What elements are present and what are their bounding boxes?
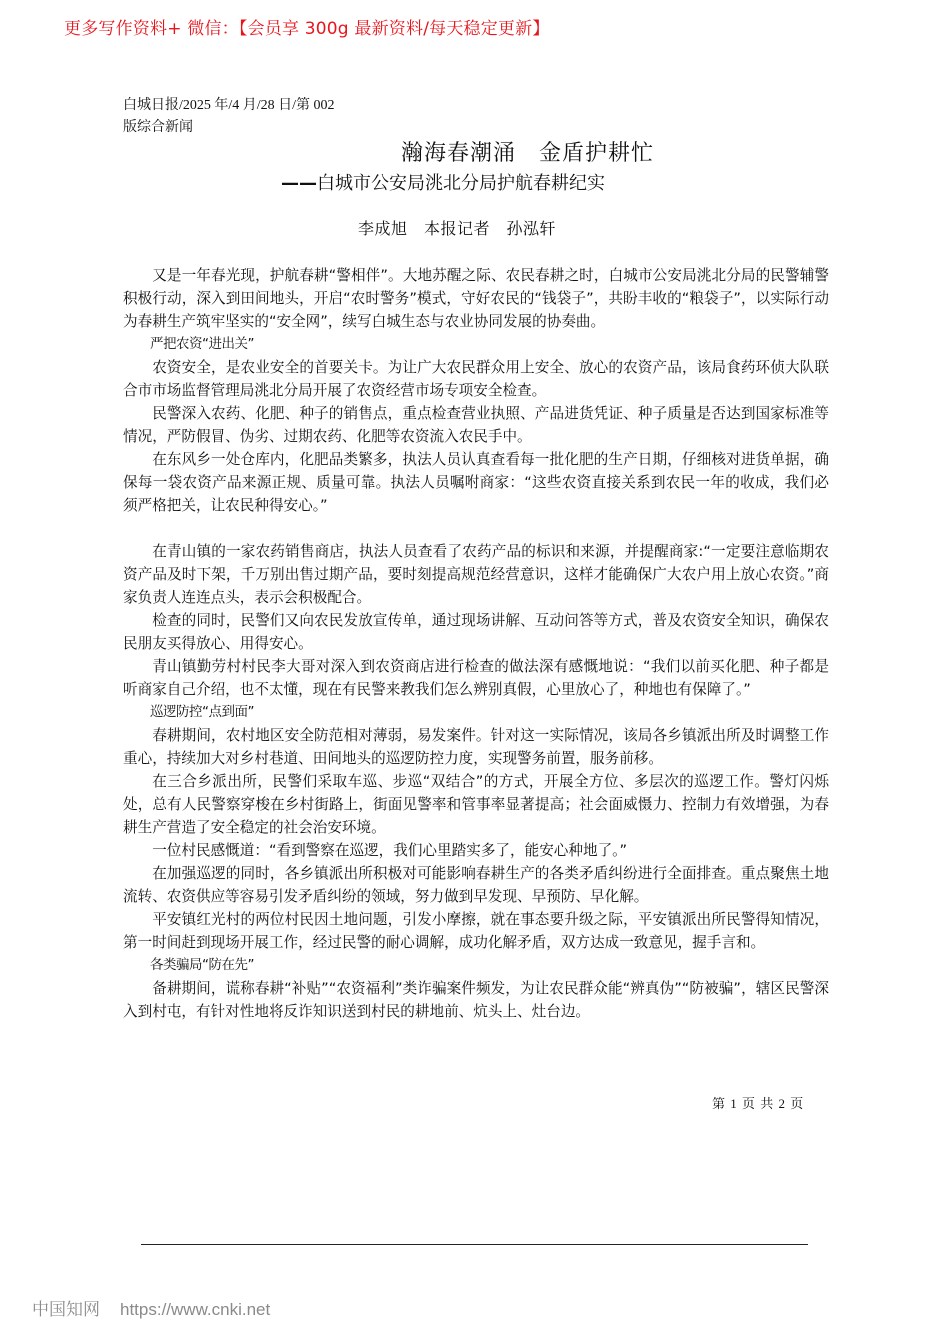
- footer-divider: [141, 1244, 808, 1245]
- section-heading: 严把农资“进出关”: [150, 336, 254, 352]
- section-heading: 巡逻防控“点到面”: [150, 704, 254, 720]
- section-heading: 各类骗局“防在先”: [150, 957, 254, 973]
- body-paragraph: 农资安全，是农业安全的首要关卡。为让广大农民群众用上安全、放心的农资产品，该局食药环侦大队联合市市场监督管理局洮北分局开展了农资经营市场专项安全检查。: [123, 359, 829, 399]
- article-subtitle: [281, 170, 605, 198]
- page-number: 第 1 页 共 2 页: [712, 1096, 805, 1111]
- body-paragraph: 平安镇红光村的两位村民因土地问题，引发小摩擦，就在事态要升级之际，平安镇派出所民警得知情况，第一时间赶到现场开展工作，经过民警的耐心调解，成功化解矛盾，双方达成一致意见，握手言和。: [123, 911, 829, 951]
- body-paragraph: 民警深入农药、化肥、种子的销售点，重点检查营业执照、产品进货凭证、种子质量是否达到国家标准等情况，严防假冒、伪劣、过期农药、化肥等农资流入农民手中。: [123, 405, 829, 445]
- subtitle-text: 白城市公安局洮北分局护航春耕纪实: [317, 173, 605, 194]
- footer-url[interactable]: https://www.cnki.net: [120, 1300, 271, 1319]
- body-paragraph: 在东风乡一处仓库内，化肥品类繁多，执法人员认真查看每一批化肥的生产日期，仔细核对进货单据，确保每一袋农资产品来源正规、质量可靠。执法人员嘱咐商家：“这些农资直接关系到农民一年的收成，我们必须严格把关，让农民种得安心。”: [123, 451, 829, 514]
- footer-watermark: [32, 1295, 270, 1320]
- body-paragraph: 在加强巡逻的同时，各乡镇派出所积极对可能影响春耕生产的各类矛盾纠纷进行全面排查。重点聚焦土地流转、农资供应等容易引发矛盾纠纷的领域，努力做到早发现、早预防、早化解。: [123, 865, 829, 905]
- body-paragraph: 备耕期间，谎称春耕“补贴”“农资福利”类诈骗案件频发，为让农民群众能“辨真伪”“防被骗”，辖区民警深入到村屯，有针对性地将反诈知识送到村民的耕地前、炕头上、灶台边。: [123, 980, 829, 1020]
- body-paragraph: 又是一年春光现，护航春耕“警相伴”。大地苏醒之际、农民春耕之时，白城市公安局洮北分局的民警辅警积极行动，深入到田间地头，开启“农时警务”模式，守好农民的“钱袋子”，共盼丰收的“粮袋子”，以实际行动为春耕生产筑牢坚实的“安全网”，续写白城生态与农业协同发展的协奏曲。: [123, 267, 829, 330]
- byline: 李成旭 本报记者 孙泓轩: [358, 219, 557, 238]
- blank-line: [123, 517, 829, 540]
- body-paragraph: 在三合乡派出所，民警们采取车巡、步巡“双结合”的方式，开展全方位、多层次的巡逻工作。警灯闪烁处，总有人民警察穿梭在乡村街路上，街面见警率和管事率显著提高；社会面威慑力、控制力有效增强，为春耕生产营造了安全稳定的社会治安环境。: [123, 773, 829, 836]
- body-paragraph: 春耕期间，农村地区安全防范相对薄弱，易发案件。针对这一实际情况，该局各乡镇派出所及时调整工作重心，持续加大对乡村巷道、田间地头的巡逻防控力度，实现警务前置，服务前移。: [123, 727, 829, 767]
- article-title: 瀚海春潮涌 金盾护耕忙: [400, 141, 654, 166]
- source-line-1: 白城日报/2025 年/4 月/28 日/第 002: [123, 98, 335, 113]
- source-info: [123, 95, 393, 139]
- source-line-2: 版综合新闻: [123, 120, 193, 135]
- subtitle-dash: ——: [281, 173, 317, 194]
- body-paragraph: 一位村民感慨道：“看到警察在巡逻，我们心里踏实多了，能安心种地了。”: [152, 842, 628, 859]
- footer-brand: 中国知网: [32, 1300, 100, 1320]
- body-paragraph: 青山镇勤劳村村民李大哥对深入到农资商店进行检查的做法深有感慨地说：“我们以前买化肥、种子都是听商家自己介绍，也不太懂，现在有民警来教我们怎么辨别真假，心里放心了，种地也有保障了。”: [123, 658, 829, 698]
- body-paragraph: 检查的同时，民警们又向农民发放宣传单，通过现场讲解、互动问答等方式，普及农资安全知识，确保农民朋友买得放心、用得安心。: [123, 612, 829, 652]
- article-body: [123, 264, 829, 1023]
- body-paragraph: 在青山镇的一家农药销售商店，执法人员查看了农药产品的标识和来源，并提醒商家:“一定要注意临期农资产品及时下架，千万别出售过期产品，要时刻提高规范经营意识，这样才能确保广大农户用上放心农资。”商家负责人连连点头，表示会积极配合。: [123, 543, 829, 606]
- article-header: [0, 138, 950, 194]
- promo-banner: 更多写作资料+ 微信：【会员享 300g 最新资料/每天稳定更新】: [64, 19, 550, 39]
